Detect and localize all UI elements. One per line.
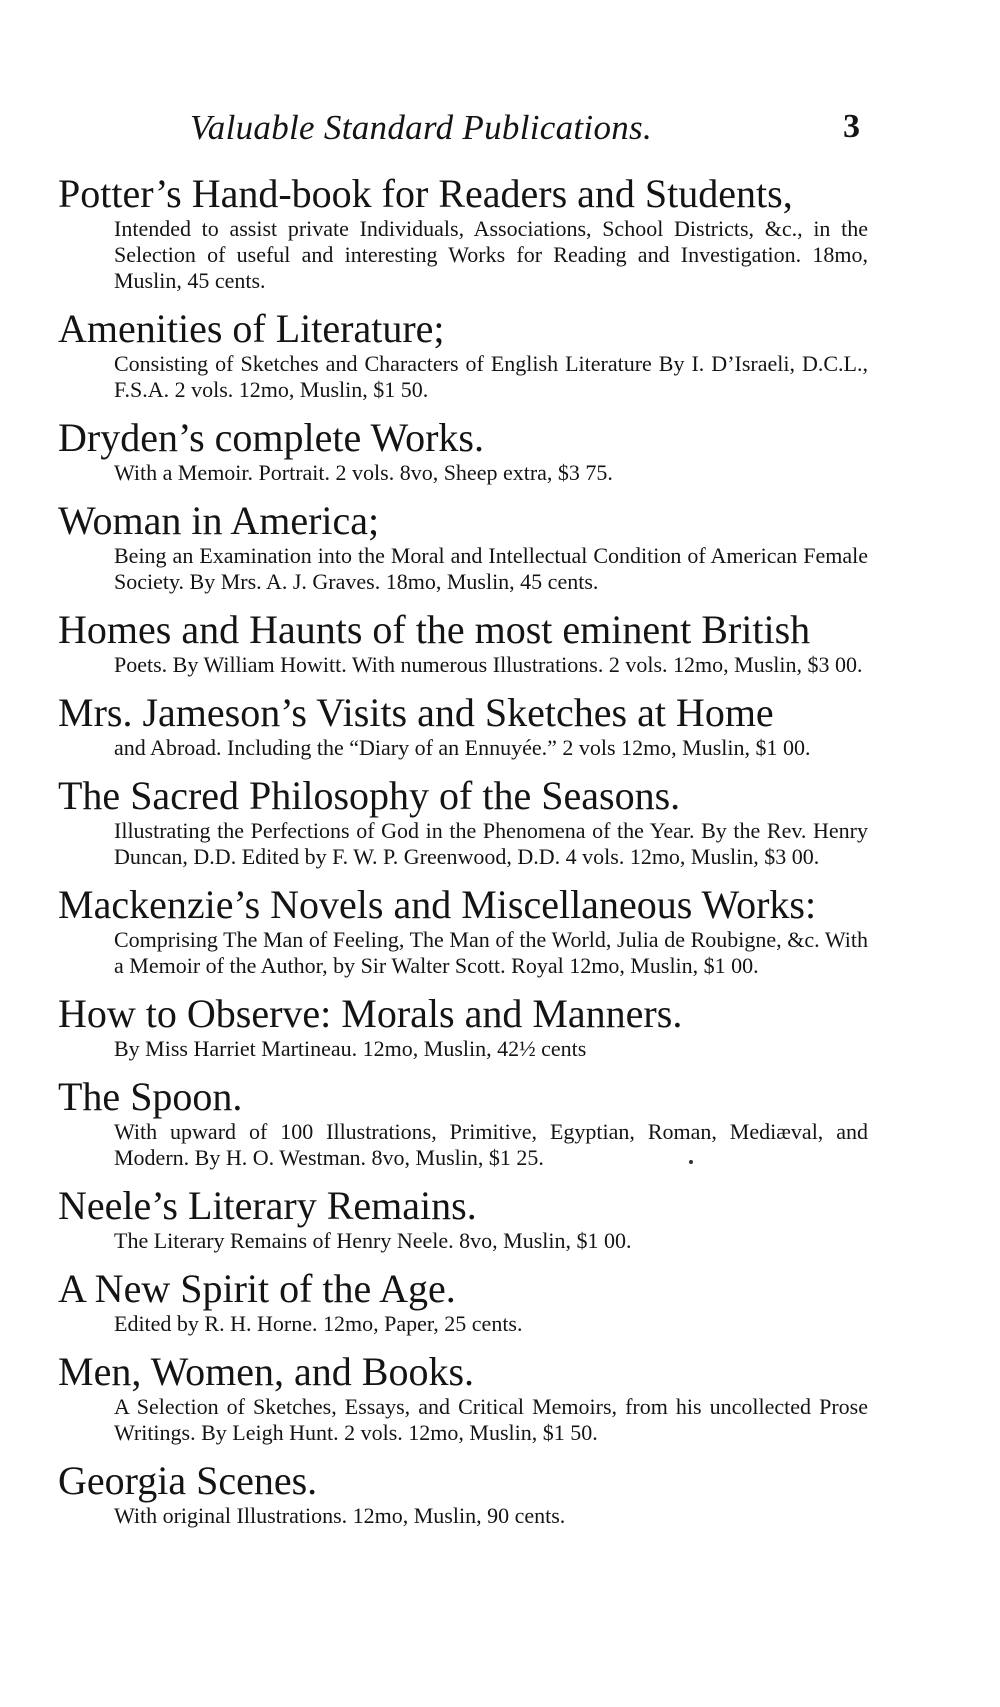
entry-description: By Miss Harriet Martineau. 12mo, Muslin, 42½ cents (114, 1036, 587, 1061)
page-number: 3 (843, 108, 860, 145)
list-item (58, 992, 868, 1062)
entry-title: How to Observe: Morals and Manners. (58, 991, 683, 1036)
entry-title: The Sacred Philosophy of the Seasons. (58, 773, 681, 818)
list-item (58, 307, 868, 403)
entry-description: The Literary Remains of Henry Neele. 8vo, Muslin, $1 00. (114, 1228, 632, 1253)
list-item (58, 1267, 868, 1337)
entry-description: With a Memoir. Portrait. 2 vols. 8vo, Sheep extra, $3 75. (114, 460, 613, 485)
entry-description: Edited by R. H. Horne. 12mo, Paper, 25 cents. (114, 1311, 523, 1336)
list-item (58, 774, 868, 870)
running-title: Valuable Standard Publications. (190, 108, 653, 147)
entry-title: Amenities of Literature; (58, 306, 445, 351)
list-item (58, 1459, 868, 1529)
entry-title: Men, Women, and Books. (58, 1349, 475, 1394)
entry-title: Neele’s Literary Remains. (58, 1183, 477, 1228)
list-item (58, 416, 868, 486)
list-item (58, 499, 868, 595)
list-item (58, 1350, 868, 1446)
entry-description: Consisting of Sketches and Characters of English Literature By I. D’Israeli, D.C.L., F.S.A. 2 vols. 12mo, Muslin, $1 50. (114, 351, 868, 402)
list-item (58, 883, 868, 979)
entry-title: Homes and Haunts of the most eminent British (58, 607, 811, 652)
publication-list (58, 172, 868, 1542)
entry-description: Intended to assist private Individuals, Associations, School Districts, &c., in the Selection of useful and interesting Works for Reading and Investigation. 18mo, Muslin, 45 cents. (114, 216, 868, 293)
page-header (190, 108, 860, 152)
entry-title: Mrs. Jameson’s Visits and Sketches at Home (58, 690, 774, 735)
entry-description: With upward of 100 Illustrations, Primitive, Egyptian, Roman, Mediæval, and Modern. By H. O. Westman. 8vo, Muslin, $1 25. (114, 1119, 868, 1170)
entry-description: Being an Examination into the Moral and Intellectual Condition of American Female Society. By Mrs. A. J. Graves. 18mo, Muslin, 45 cents. (114, 543, 868, 594)
entry-title: Dryden’s complete Works. (58, 415, 484, 460)
entry-description: A Selection of Sketches, Essays, and Critical Memoirs, from his uncollected Prose Writings. By Leigh Hunt. 2 vols. 12mo, Muslin, $1 50. (114, 1394, 868, 1445)
entry-description: Poets. By William Howitt. With numerous Illustrations. 2 vols. 12mo, Muslin, $3 00. (114, 652, 863, 677)
entry-title: Mackenzie’s Novels and Miscellaneous Works: (58, 882, 817, 927)
list-item (58, 691, 868, 761)
ink-speck-mark (689, 1160, 693, 1164)
entry-description: Comprising The Man of Feeling, The Man of the World, Julia de Roubigne, &c. With a Memoir of the Author, by Sir Walter Scott. Royal 12mo, Muslin, $1 00. (114, 927, 868, 978)
entry-title: A New Spirit of the Age. (58, 1266, 456, 1311)
entry-description: Illustrating the Perfections of God in the Phenomena of the Year. By the Rev. Henry Duncan, D.D. Edited by F. W. P. Greenwood, D.D. 4 vols. 12mo, Muslin, $3 00. (114, 818, 868, 869)
list-item (58, 1184, 868, 1254)
entry-title: Potter’s Hand-book for Readers and Students, (58, 171, 793, 216)
entry-title: The Spoon. (58, 1074, 243, 1119)
list-item (58, 608, 868, 678)
list-item (58, 172, 868, 294)
entry-title: Woman in America; (58, 498, 380, 543)
list-item (58, 1075, 868, 1171)
entry-title: Georgia Scenes. (58, 1458, 318, 1503)
entry-description: and Abroad. Including the “Diary of an Ennuyée.” 2 vols 12mo, Muslin, $1 00. (114, 735, 811, 760)
entry-description: With original Illustrations. 12mo, Muslin, 90 cents. (114, 1503, 566, 1528)
